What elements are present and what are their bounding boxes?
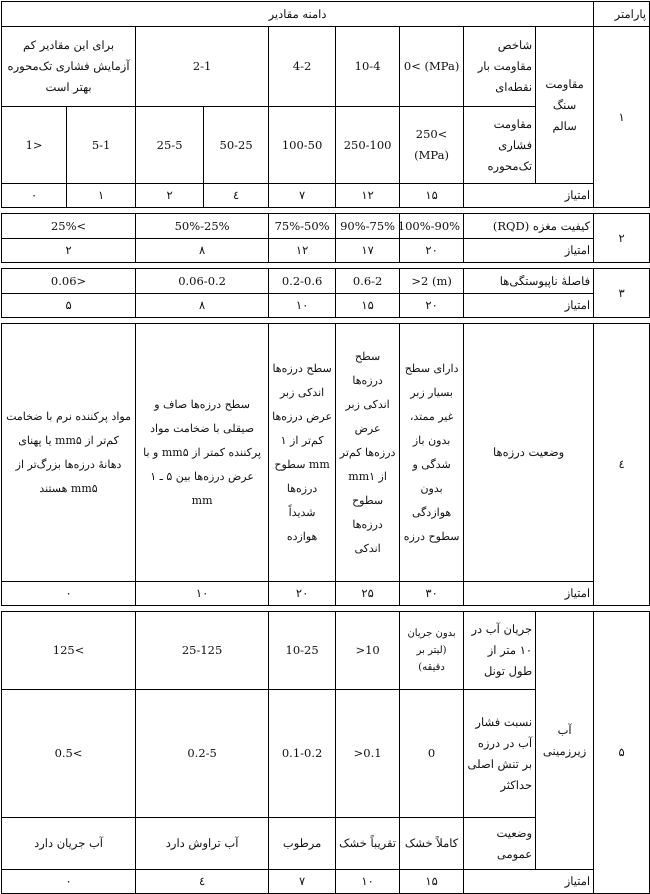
rating-value: ۱۰ [336, 870, 400, 894]
water-ratio-value: >0.5 [2, 690, 136, 818]
joint-condition-text: مواد پرکننده نرم با ضخامت کم‌تر از mm۵ یا پهنای دهانهٔ درزه‌ها بزرگ‌تر از mm۵ هستند [2, 324, 136, 582]
water-flow-value: بدون جریان (لیتر بر دقیقه) [400, 612, 464, 690]
row-number-4: ٤ [594, 324, 650, 606]
rating-value: ۱ [67, 184, 136, 208]
joint-condition-text: دارای سطح بسیار زبر غیر ممتد، بدون باز شدگی و بدون هوازدگی سطوح درزه [400, 324, 464, 582]
rating-value: ۲ [136, 184, 204, 208]
pli-value: 0< (MPa) [400, 27, 464, 107]
header-value-range: دامنه مقادیر [2, 2, 594, 27]
rating-value: ٤ [136, 870, 269, 894]
spacing-value: <0.06 [2, 269, 136, 294]
rating-value: ۱۵ [400, 184, 464, 208]
rating-value: ۱۵ [400, 870, 464, 894]
ucs-value: 100-50 [269, 107, 336, 184]
ucs-value: 250< (MPa) [400, 107, 464, 184]
rating-value: ۱۷ [336, 239, 400, 263]
rating-label: امتیاز [464, 294, 594, 318]
pli-label: شاخص مقاومت بار نقطه‌ای [464, 27, 536, 107]
rqd-value: 25%-50% [136, 214, 269, 239]
general-condition-value: مرطوب [269, 818, 336, 870]
param-groundwater: آب زیرزمینی [536, 612, 594, 870]
rating-value: ۱۲ [336, 184, 400, 208]
ucs-value: <1 [2, 107, 67, 184]
water-flow-label: جریان آب در ۱۰ متر از طول تونل [464, 612, 536, 690]
joint-condition-text: سطح درزه‌ها اندکی زبر عرض درزه‌ها کم‌تر از ۱ mm سطوح درزه‌ها شدیداً هوازده [269, 324, 336, 582]
joint-condition-text: سطح درزه‌ها اندکی زبر عرض درزه‌ها کم‌تر از mm۱ سطوح درزه‌ها اندکی [336, 324, 400, 582]
rating-value: ۲۰ [400, 239, 464, 263]
general-condition-value: کاملاً خشک [400, 818, 464, 870]
rating-value: ۰ [2, 184, 67, 208]
rating-value: ۱۵ [336, 294, 400, 318]
param-joint-condition: وضعیت درزه‌ها [464, 324, 594, 582]
rating-label: امتیاز [464, 582, 594, 606]
param-discontinuity-spacing: فاصلهٔ ناپیوستگی‌ها [464, 269, 594, 294]
water-flow-value: 10< [336, 612, 400, 690]
pli-low-value-note: برای این مقادیر کم آزمایش فشاری تک‌محوره بهتر است [2, 27, 136, 107]
row-number-1: ۱ [594, 27, 650, 208]
spacing-value: 0.06-0.2 [136, 269, 269, 294]
water-flow-value: 10-25 [269, 612, 336, 690]
rating-label: امتیاز [464, 870, 594, 894]
rating-label: امتیاز [464, 239, 594, 263]
rating-value: ٤ [204, 184, 269, 208]
rating-value: ۵ [2, 294, 136, 318]
rqd-value: >25% [2, 214, 136, 239]
general-condition-label: وضعیت عمومی [464, 818, 536, 870]
ucs-value: 250-100 [336, 107, 400, 184]
ucs-value: 5-1 [67, 107, 136, 184]
pli-value: 10-4 [336, 27, 400, 107]
water-ratio-value: 0 [400, 690, 464, 818]
rating-value: ۲۵ [336, 582, 400, 606]
rating-value: ۰ [2, 582, 136, 606]
rating-value: ۲۰ [400, 294, 464, 318]
rating-value: ۱۰ [269, 294, 336, 318]
rating-value: ۱۰ [136, 582, 269, 606]
spacing-value: 0.2-0.6 [269, 269, 336, 294]
pli-value: 2-1 [136, 27, 269, 107]
rmr-classification-table [1, 1, 650, 894]
rating-value: ۷ [269, 184, 336, 208]
ucs-label: مقاومت فشاری تک‌محوره [464, 107, 536, 184]
water-ratio-value: 0.1< [336, 690, 400, 818]
rating-value: ۲ [2, 239, 136, 263]
rating-value: ۱۲ [269, 239, 336, 263]
rating-value: ۷ [269, 870, 336, 894]
param-rqd: کیفیت مغزه (RQD) [464, 214, 594, 239]
rating-value: ۳۰ [400, 582, 464, 606]
rating-value: ۲۰ [269, 582, 336, 606]
general-condition-value: آب تراوش دارد [136, 818, 269, 870]
rqd-value: 90%-100% [400, 214, 464, 239]
header-parameter: پارامتر [594, 2, 650, 27]
rating-value: ۸ [136, 294, 269, 318]
rating-label: امتیاز [464, 184, 594, 208]
rqd-value: 50%-75% [269, 214, 336, 239]
water-flow-value: >125 [2, 612, 136, 690]
pli-value: 4-2 [269, 27, 336, 107]
rating-value: ۸ [136, 239, 269, 263]
water-pressure-ratio-label: نسبت فشار آب در درزه بر تنش اصلی حداکثر [464, 690, 536, 818]
rating-value: ۰ [2, 870, 136, 894]
ucs-value: 25-5 [136, 107, 204, 184]
water-ratio-value: 0.2-5 [136, 690, 269, 818]
rqd-value: 75%-90% [336, 214, 400, 239]
row-number-2: ۲ [594, 214, 650, 263]
spacing-value: 0.6-2 [336, 269, 400, 294]
ucs-value: 50-25 [204, 107, 269, 184]
joint-condition-text: سطح درزه‌ها صاف و صیقلی با ضخامت مواد پرکننده کمتر از mm۵ و با عرض درزه‌ها بین ۵ ـ ۱ mm [136, 324, 269, 582]
row-number-5: ۵ [594, 612, 650, 894]
spacing-value: (m) 2< [400, 269, 464, 294]
general-condition-value: آب جریان دارد [2, 818, 136, 870]
water-ratio-value: 0.1-0.2 [269, 690, 336, 818]
param-intact-rock-strength: مقاومت سنگ سالم [536, 27, 594, 184]
row-number-3: ۳ [594, 269, 650, 318]
water-flow-value: 25-125 [136, 612, 269, 690]
general-condition-value: تقریباً خشک [336, 818, 400, 870]
